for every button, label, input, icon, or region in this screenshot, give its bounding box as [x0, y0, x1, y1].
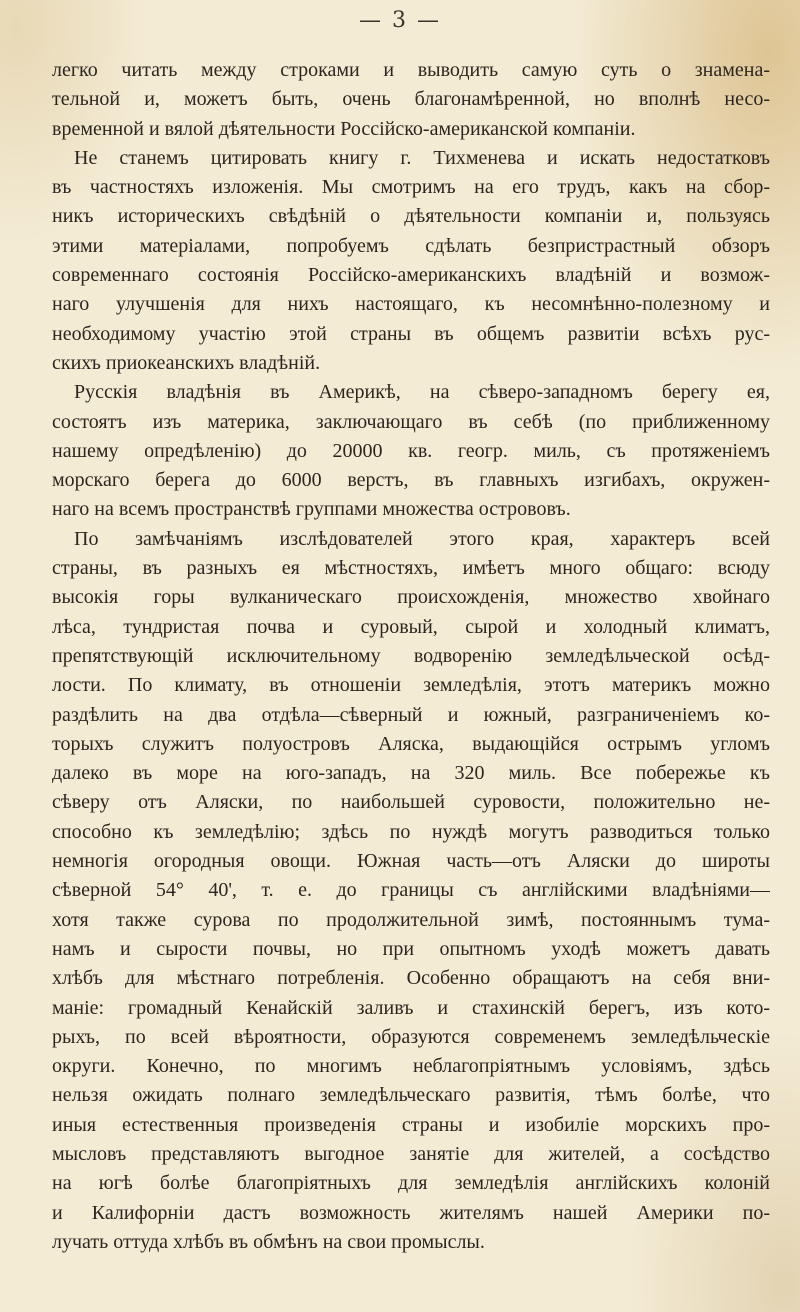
text-line: торыхъ служитъ полуостровъ Аляска, выдающійся острымъ угломъ [52, 732, 770, 755]
text-line: наго на всемъ пространствѣ группами множества острововъ. [52, 498, 571, 521]
text-line: рыхъ, по всей вѣроятности, образуются современемъ земледѣльческіе [52, 1025, 770, 1048]
text-line: По замѣчаніямъ изслѣдователей этого края, характеръ всей [74, 527, 770, 550]
text-line: состоятъ изъ материка, заключающаго въ себѣ (по приближенному [52, 410, 770, 433]
text-line: далеко въ море на юго-западъ, на 320 миль. Все побережье къ [52, 762, 770, 785]
text-line: временной и вялой дѣятельности Россійско-американской компаніи. [52, 117, 636, 140]
text-line: Русскія владѣнія въ Америкѣ, на сѣверо-западномъ берегу ея, [74, 381, 770, 404]
page-number: — 3 — [359, 8, 441, 33]
text-line: въ частностяхъ изложенія. Мы смотримъ на его трудъ, какъ на сбор- [52, 176, 770, 199]
text-line: мысловъ представляютъ выгодное занятіе для жителей, а сосѣдство [52, 1142, 770, 1165]
text-line: нельзя ожидать полнаго земледѣльческаго развитія, тѣмъ болѣе, что [52, 1084, 770, 1107]
text-line: раздѣлить на два отдѣла—сѣверный и южный, разграниченіемъ ко- [52, 703, 770, 726]
text-line: Не станемъ цитировать книгу г. Тихменева и искать недостатковъ [74, 146, 770, 169]
text-line: лѣса, тундристая почва и суровый, сырой и холодный климатъ, [52, 615, 770, 638]
body-text [52, 56, 770, 1257]
text-line: способно къ земледѣлію; здѣсь по нуждѣ могутъ разводиться только [52, 820, 770, 843]
text-line: округи. Конечно, по многимъ неблагопріятнымъ условіямъ, здѣсь [52, 1055, 770, 1078]
text-line: тельной и, можетъ быть, очень благонамѣренной, но вполнѣ несо- [52, 88, 770, 111]
text-line: немногія огородныя овощи. Южная часть—отъ Аляски до широты [52, 850, 770, 873]
text-line: маніе: громадный Кенайскій заливъ и стахинскій берегъ, изъ кото- [52, 996, 770, 1019]
text-line: страны, въ разныхъ ея мѣстностяхъ, имѣетъ много общаго: всюду [52, 557, 770, 580]
text-line: хлѣбъ для мѣстнаго потребленія. Особенно обращаютъ на себя вни- [52, 967, 770, 990]
text-line: намъ и сырости почвы, но при опытномъ уходѣ можетъ давать [52, 937, 770, 960]
text-line: сѣверной 54° 40', т. е. до границы съ англійскими владѣніями— [52, 879, 770, 902]
text-line: нашему опредѣленію) до 20000 кв. геогр. миль, съ протяженіемъ [52, 439, 770, 462]
text-line: лости. По климату, въ отношеніи земледѣлія, этотъ материкъ можно [52, 674, 770, 697]
text-line: никъ историческихъ свѣдѣній о дѣятельности компаніи и, пользуясь [52, 205, 770, 228]
text-line: и Калифорніи дастъ возможность жителямъ нашей Америки по- [52, 1201, 770, 1224]
text-line: лучать оттуда хлѣбъ въ обмѣнъ на свои промыслы. [52, 1230, 485, 1253]
text-line: иныя естественныя произведенія страны и изобиліе морскихъ про- [52, 1113, 770, 1136]
text-line: необходимому участію этой страны въ общемъ развитіи всѣхъ рус- [52, 322, 770, 345]
text-line: препятствующій исключительному водворенію земледѣльческой осѣд- [52, 644, 770, 667]
text-line: легко читать между строками и выводить самую суть о знамена- [52, 59, 770, 81]
text-line: на югѣ болѣе благопріятныхъ для земледѣлія англійскихъ колоній [52, 1172, 770, 1195]
text-line: высокія горы вулканическаго происхожденія, множество хвойнаго [52, 586, 770, 609]
text-line: скихъ приокеанскихъ владѣній. [52, 351, 321, 374]
text-line: хотя также сурова по продолжительной зимѣ, постояннымъ тума- [52, 908, 770, 931]
text-line: этими матеріалами, попробуемъ сдѣлать безпристрастный обзоръ [52, 234, 770, 257]
text-line: современнаго состоянія Россійско-американскихъ владѣній и возмож- [52, 264, 770, 287]
text-line: морскаго берега до 6000 верстъ, въ главныхъ изгибахъ, окружен- [52, 469, 770, 492]
text-line: сѣверу отъ Аляски, по наибольшей суровости, положительно не- [52, 791, 770, 814]
text-line: наго улучшенія для нихъ настоящаго, къ несомнѣнно-полезному и [52, 293, 770, 316]
